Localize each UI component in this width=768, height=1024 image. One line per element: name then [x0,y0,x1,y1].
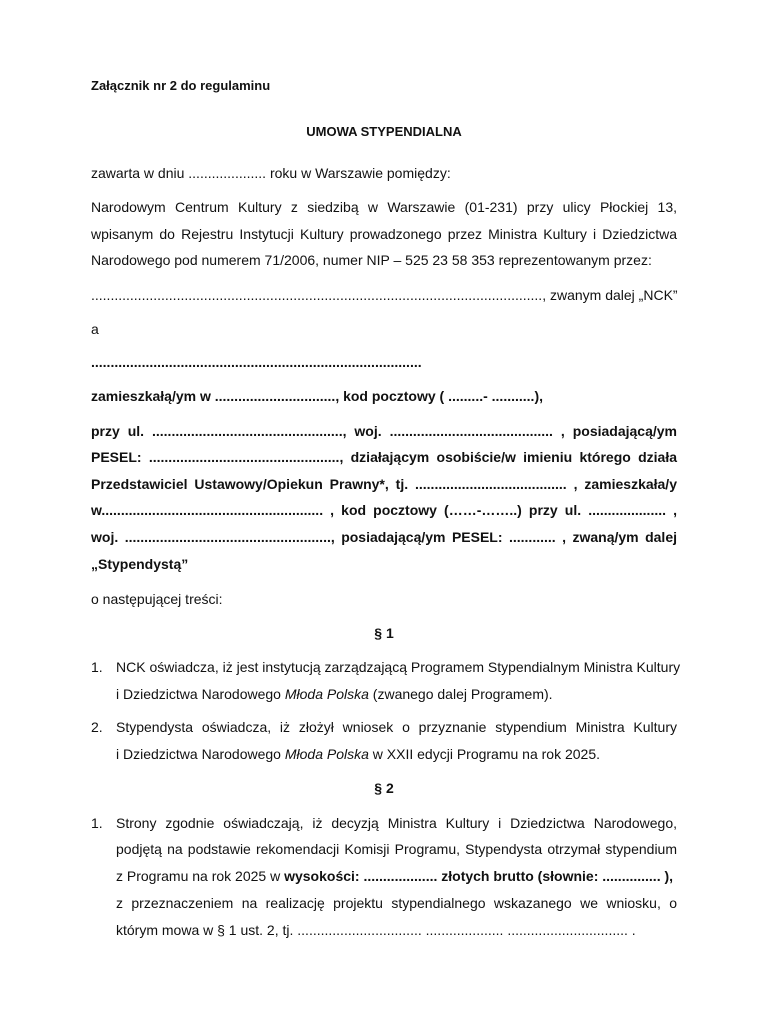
nck-paragraph-line-3: Narodowego pod numerem 71/2006, numer NIP – 525 23 58 353 reprezentowanym przez: [91,252,652,268]
sec2-item-1-number: 1. [91,815,103,831]
sec2-item-1-line-2: podjętą na podstawie rekomendacji Komisji Programu, Stypendysta otrzymał stypendium [116,841,677,857]
contract-date-line: zawarta w dniu .................... roku w Warszawie pomiędzy: [91,165,451,181]
nck-paragraph-line-1: Narodowym Centrum Kultury z siedzibą w Warszawie (01-231) przy ulicy Płockiej 13, [91,199,677,215]
sec2-item-1-line-4: z przeznaczeniem na realizację projektu stypendialnego wskazanego we wniosku, o [116,895,677,911]
nck-paragraph-line-2: wpisanym do Rejestru Instytucji Kultury prowadzonego przez Ministra Kultury i Dziedzictwa [91,226,677,242]
party-line-3: PESEL: ................................................., działającym osobiście/w imieniu którego działa [91,449,677,465]
sec2-item-1-line-3: z Programu na rok 2025 w wysokości: ................... złotych brutto (słownie: ............... ), [116,868,674,884]
party-line-2: przy ul. ................................................., woj. .......................................... , posiadającą/ym [91,423,677,439]
document-title: UMOWA STYPENDIALNA [306,124,462,139]
party-line-4: Przedstawiciel Ustawowy/Opiekun Prawny*, tj. ....................................... , zamieszkała/y [91,476,677,492]
sec2-item-1-line-1: Strony zgodnie oświadczają, iż decyzją Ministra Kultury i Dziedzictwa Narodowego, [116,815,677,831]
sec1-item-1-number: 1. [91,659,103,675]
section-1-title: § 1 [374,625,394,641]
party-line-1: zamieszkałą/ym w ..............................., kod pocztowy ( .........- ...........), [91,388,543,404]
sec1-item-2-line-1: Stypendysta oświadcza, iż złożył wniosek o przyznanie stypendium Ministra Kultury [116,719,677,735]
annex-label: Załącznik nr 2 do regulaminu [91,78,271,93]
content-intro: o następującej treści: [91,591,223,607]
party-line-7: „Stypendystą” [91,556,189,572]
sec1-item-1-line-2: i Dziedzictwa Narodowego Młoda Polska (zwanego dalej Programem). [116,686,553,702]
sec1-item-1-line-1: NCK oświadcza, iż jest instytucją zarządzającą Programem Stypendialnym Ministra Kultury [116,659,681,675]
party-line-6: woj. ....................................................., posiadającą/ym PESEL: ............ , zwaną/ym dalej [91,529,677,545]
sec1-item-2-line-2: i Dziedzictwa Narodowego Młoda Polska w XXII edycji Programu na rok 2025. [116,746,601,762]
scholar-name-line: ..................................................................................... [91,354,422,370]
and-connector: a [91,321,99,337]
representative-line: ...................................................................................................................., zwanym dalej „NCK” [91,287,678,303]
party-line-5: w......................................................... , kod pocztowy (……-……..) przy ul. .................... , [91,502,677,518]
sec2-item-1-line-5: którym mowa w § 1 ust. 2, tj. ................................ .................... ............................... . [116,922,636,938]
section-2-title: § 2 [374,780,394,796]
sec1-item-2-number: 2. [91,719,103,735]
